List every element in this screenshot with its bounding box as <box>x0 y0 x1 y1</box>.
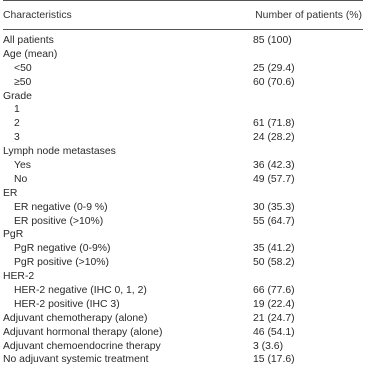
row-value: 24 (28.2) <box>253 132 295 144</box>
row-value: 36 (42.3) <box>253 160 295 172</box>
row-label: <50 <box>14 62 32 74</box>
table-row <box>3 173 363 187</box>
row-label: Adjuvant chemoendocrine therapy <box>3 340 161 352</box>
row-label: ER <box>3 187 18 199</box>
table-row <box>3 284 363 298</box>
table-row <box>3 215 363 229</box>
table-row <box>3 90 363 104</box>
row-label: Age (mean) <box>3 48 58 60</box>
row-value: 46 (54.1) <box>253 326 295 338</box>
row-label: PgR <box>3 229 24 241</box>
row-label: Lymph node metastases <box>3 146 116 158</box>
row-label: HER-2 negative (IHC 0, 1, 2) <box>14 285 147 297</box>
row-value: 35 (41.2) <box>253 243 295 255</box>
row-value: 85 (100) <box>253 35 292 46</box>
table-row <box>3 62 363 76</box>
table-row <box>3 340 363 354</box>
table-row <box>3 228 363 242</box>
row-label: ER positive (>10%) <box>14 215 104 227</box>
table-row <box>3 312 363 326</box>
row-label: Adjuvant chemotherapy (alone) <box>3 312 148 324</box>
table-body <box>3 30 363 367</box>
row-value: 55 (64.7) <box>253 215 295 227</box>
patient-characteristics-table <box>3 0 363 367</box>
table-row <box>3 159 363 173</box>
table-header-row <box>3 1 363 29</box>
row-label: HER-2 positive (IHC 3) <box>14 298 120 310</box>
row-value: 50 (58.2) <box>253 257 295 269</box>
row-label: All patients <box>3 35 54 46</box>
row-value: 60 (70.6) <box>253 76 295 88</box>
row-value: 30 (35.3) <box>253 201 295 213</box>
row-label: ER negative (0-9 %) <box>14 201 108 213</box>
row-label: PgR negative (0-9%) <box>14 243 111 255</box>
table-row <box>3 117 363 131</box>
table-row <box>3 131 363 145</box>
row-label: 3 <box>14 132 20 144</box>
header-number-of-patients: Number of patients (%) <box>255 9 362 21</box>
table-row <box>3 353 363 367</box>
row-label: 2 <box>14 118 20 130</box>
table-row <box>3 201 363 215</box>
table-row <box>3 256 363 270</box>
table-row <box>3 103 363 117</box>
row-value: 61 (71.8) <box>253 118 295 130</box>
table-row <box>3 34 363 48</box>
row-value: 49 (57.7) <box>253 173 295 185</box>
row-value: 21 (24.7) <box>253 312 295 324</box>
row-value: 19 (22.4) <box>253 298 295 310</box>
table-row <box>3 298 363 312</box>
row-label: 1 <box>14 104 20 116</box>
row-label: No <box>14 173 28 185</box>
row-value: 66 (77.6) <box>253 285 295 297</box>
header-characteristics: Characteristics <box>3 9 72 21</box>
row-value: 3 (3.6) <box>253 340 284 352</box>
table-row <box>3 145 363 159</box>
row-label: HER-2 <box>3 271 35 283</box>
table-row <box>3 270 363 284</box>
row-label: ≥50 <box>14 76 32 88</box>
row-label: No adjuvant systemic treatment <box>3 354 149 366</box>
table-row <box>3 187 363 201</box>
row-label: PgR positive (>10%) <box>14 257 110 269</box>
row-label: Grade <box>3 90 32 102</box>
row-value: 15 (17.6) <box>253 354 295 366</box>
table-row <box>3 48 363 62</box>
row-value: 25 (29.4) <box>253 62 295 74</box>
table-row <box>3 326 363 340</box>
row-label: Yes <box>14 160 31 172</box>
table-row <box>3 76 363 90</box>
row-label: Adjuvant hormonal therapy (alone) <box>3 326 163 338</box>
table-row <box>3 242 363 256</box>
